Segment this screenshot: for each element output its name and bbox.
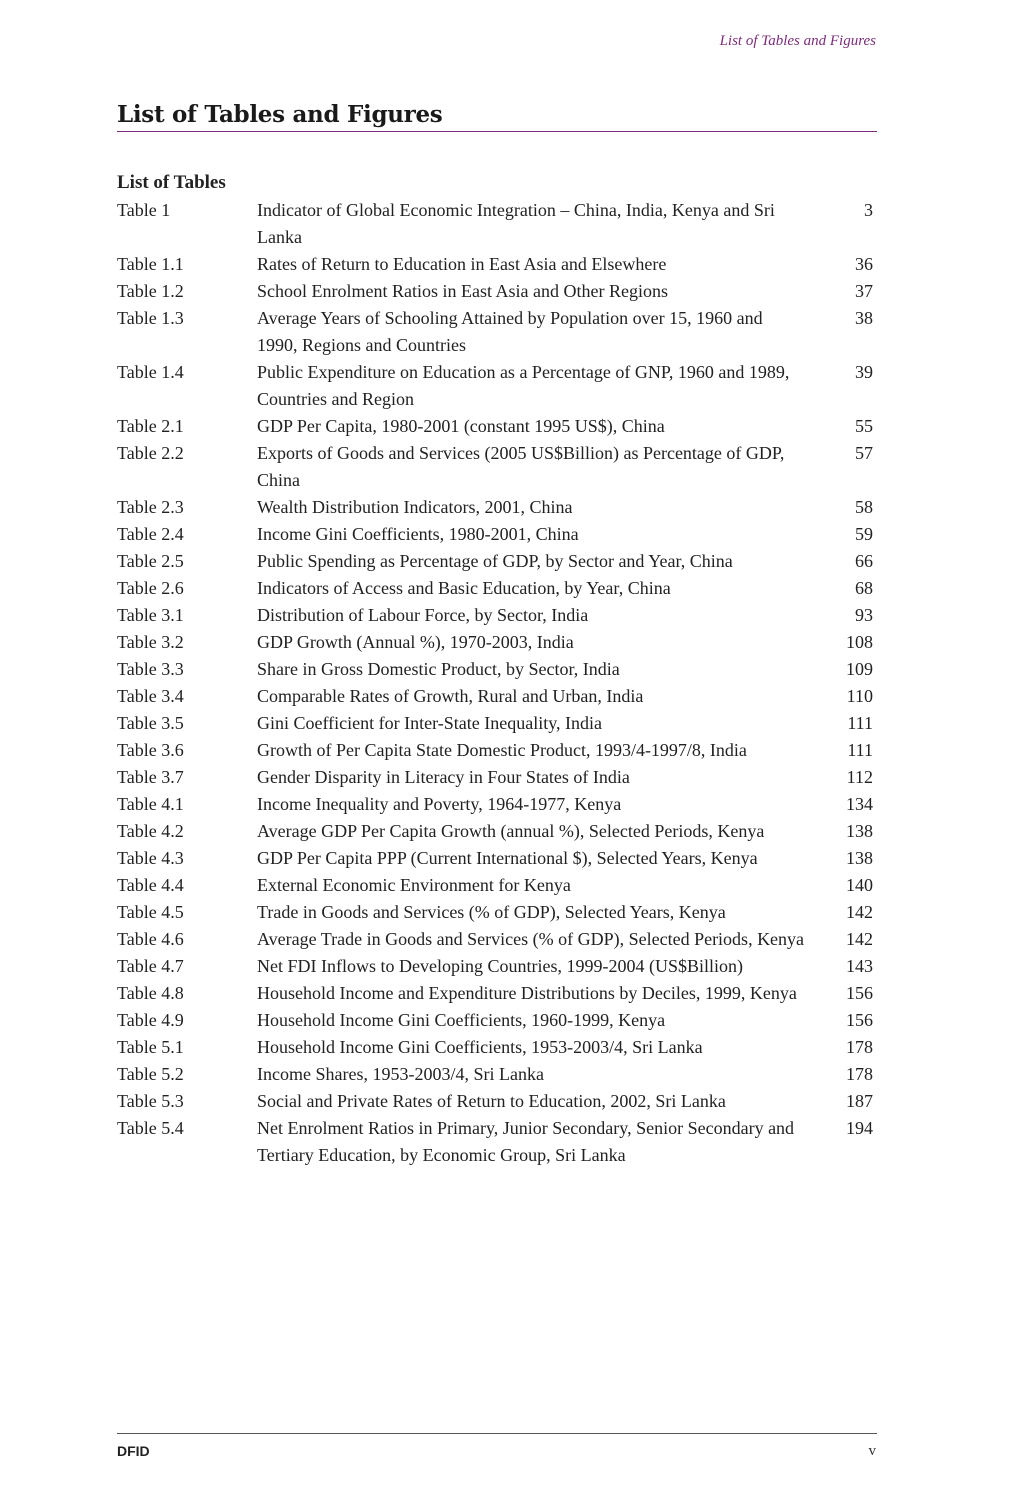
- toc-entry-label: Table 3.1: [117, 605, 184, 625]
- toc-entry-label: Table 1.4: [117, 362, 184, 382]
- toc-entry-title: Comparable Rates of Growth, Rural and Urban, India: [257, 686, 644, 706]
- toc-entry-title: Wealth Distribution Indicators, 2001, China: [257, 497, 573, 517]
- toc-entry-title: Average Trade in Goods and Services (% of GDP), Selected Periods, Kenya: [257, 929, 805, 949]
- toc-entry-title: Income Gini Coefficients, 1980-2001, China: [257, 524, 579, 544]
- toc-entry-page: 111: [847, 740, 873, 760]
- toc-entry[interactable]: [117, 845, 873, 872]
- toc-entry-title: GDP Growth (Annual %), 1970-2003, India: [257, 632, 574, 652]
- toc-entry-page: 156: [846, 1010, 873, 1030]
- toc-entry[interactable]: [117, 575, 873, 602]
- toc-entry-label: Table 4.3: [117, 848, 184, 868]
- toc-entry-title: Income Inequality and Poverty, 1964-1977, Kenya: [257, 794, 622, 814]
- toc-entry[interactable]: [117, 1007, 873, 1034]
- toc-entry-label: Table 5.2: [117, 1064, 184, 1084]
- toc-entry-page: 55: [855, 416, 873, 436]
- toc-entry[interactable]: [117, 359, 873, 413]
- toc-entry-page: 37: [855, 281, 873, 301]
- toc-entry-page: 110: [846, 686, 873, 706]
- toc-entry-title: Growth of Per Capita State Domestic Product, 1993/4-1997/8, India: [257, 740, 747, 760]
- toc-entry-label: Table 3.5: [117, 713, 184, 733]
- toc-entry[interactable]: [117, 764, 873, 791]
- toc-entry-label: Table 3.2: [117, 632, 184, 652]
- toc-entry-title: Household Income Gini Coefficients, 1953-2003/4, Sri Lanka: [257, 1037, 703, 1057]
- toc-entry-title: Public Spending as Percentage of GDP, by Sector and Year, China: [257, 551, 733, 571]
- toc-entry-label: Table 4.6: [117, 929, 184, 949]
- footer-publisher: DFID: [117, 1443, 150, 1459]
- page-title: List of Tables and Figures: [117, 101, 443, 128]
- footer-divider: [117, 1433, 877, 1434]
- toc-entry-page: 59: [855, 524, 873, 544]
- toc-entry[interactable]: [117, 818, 873, 845]
- toc-entry-label: Table 2.4: [117, 524, 184, 544]
- toc-entry-page: 36: [855, 254, 873, 274]
- toc-entry-page: 66: [855, 551, 873, 571]
- toc-entry-label: Table 4.4: [117, 875, 184, 895]
- toc-entry[interactable]: [117, 440, 873, 494]
- toc-entry-page: 134: [846, 794, 873, 814]
- toc-entry-label: Table 4.5: [117, 902, 184, 922]
- toc-entry-title: Net FDI Inflows to Developing Countries, 1999-2004 (US$Billion): [257, 956, 743, 976]
- toc-entry-page: 111: [847, 713, 873, 733]
- toc-entry-title: Gender Disparity in Literacy in Four States of India: [257, 767, 630, 787]
- toc-entry-title: Public Expenditure on Education as a Percentage of GNP, 1960 and 1989, Countries and Region: [257, 362, 790, 409]
- toc-entry-label: Table 4.2: [117, 821, 184, 841]
- toc-entry-title: External Economic Environment for Kenya: [257, 875, 571, 895]
- toc-entry-page: 3: [864, 200, 873, 220]
- toc-entry[interactable]: [117, 1061, 873, 1088]
- toc-entry-title: Average Years of Schooling Attained by Population over 15, 1960 and 1990, Regions and Countries: [257, 308, 763, 355]
- toc-entry-title: Average GDP Per Capita Growth (annual %), Selected Periods, Kenya: [257, 821, 765, 841]
- toc-entry-page: 143: [846, 956, 873, 976]
- toc-entry-page: 142: [846, 902, 873, 922]
- toc-entry-page: 38: [855, 308, 873, 328]
- toc-entry[interactable]: [117, 494, 873, 521]
- toc-entry[interactable]: [117, 602, 873, 629]
- toc-entry-title: Distribution of Labour Force, by Sector, India: [257, 605, 589, 625]
- toc-entry[interactable]: [117, 548, 873, 575]
- toc-entry-label: Table 4.9: [117, 1010, 184, 1030]
- toc-entry-label: Table 1.2: [117, 281, 184, 301]
- toc-entry[interactable]: [117, 305, 873, 359]
- toc-entry-label: Table 5.4: [117, 1118, 184, 1138]
- toc-entry[interactable]: [117, 872, 873, 899]
- toc-entry-page: 178: [846, 1064, 873, 1084]
- toc-entry-label: Table 3.6: [117, 740, 184, 760]
- running-header: List of Tables and Figures: [719, 33, 876, 49]
- toc-entry-page: 138: [846, 821, 873, 841]
- toc-entry-title: Household Income Gini Coefficients, 1960-1999, Kenya: [257, 1010, 666, 1030]
- toc-entry[interactable]: [117, 656, 873, 683]
- toc-entry-page: 156: [846, 983, 873, 1003]
- toc-entry-page: 109: [846, 659, 873, 679]
- toc-entry[interactable]: [117, 953, 873, 980]
- toc-entry-title: Indicator of Global Economic Integration – China, India, Kenya and Sri Lanka: [257, 200, 775, 247]
- toc-entry-page: 178: [846, 1037, 873, 1057]
- toc-entry[interactable]: [117, 791, 873, 818]
- toc-entry-title: Indicators of Access and Basic Education, by Year, China: [257, 578, 671, 598]
- toc-entry-page: 39: [855, 362, 873, 382]
- toc-entry-label: Table 5.1: [117, 1037, 184, 1057]
- toc-entry-label: Table 2.1: [117, 416, 184, 436]
- toc-entry-title: Net Enrolment Ratios in Primary, Junior Secondary, Senior Secondary and Tertiary Education, by Economic Group, Sri Lanka: [257, 1118, 795, 1165]
- toc-entry[interactable]: [117, 629, 873, 656]
- toc-entry-page: 68: [855, 578, 873, 598]
- toc-entry-page: 112: [846, 767, 873, 787]
- toc-entry-label: Table 2.6: [117, 578, 184, 598]
- toc-entry-label: Table 4.1: [117, 794, 184, 814]
- toc-entry-label: Table 1.3: [117, 308, 184, 328]
- toc-entry-title: Household Income and Expenditure Distributions by Deciles, 1999, Kenya: [257, 983, 797, 1003]
- toc-entry[interactable]: [117, 980, 873, 1007]
- toc-entry[interactable]: [117, 278, 873, 305]
- toc-entry-title: Rates of Return to Education in East Asia and Elsewhere: [257, 254, 667, 274]
- toc-entry[interactable]: [117, 899, 873, 926]
- toc-entry-title: School Enrolment Ratios in East Asia and Other Regions: [257, 281, 668, 301]
- toc-entry[interactable]: [117, 1034, 873, 1061]
- toc-entry-title: GDP Per Capita, 1980-2001 (constant 1995 US$), China: [257, 416, 665, 436]
- toc-entry[interactable]: [117, 737, 873, 764]
- toc-entry[interactable]: [117, 1115, 873, 1169]
- toc-entry-label: Table 1.1: [117, 254, 184, 274]
- toc-entry-label: Table 3.4: [117, 686, 184, 706]
- footer-page-number: v: [868, 1443, 876, 1459]
- toc-entry-page: 57: [855, 443, 873, 463]
- toc-entry[interactable]: [117, 197, 873, 251]
- title-divider: [117, 131, 877, 132]
- toc-entry-page: 58: [855, 497, 873, 517]
- section-heading-list-of-tables: List of Tables: [117, 172, 226, 193]
- toc-entry[interactable]: [117, 710, 873, 737]
- toc-entry-label: Table 3.7: [117, 767, 184, 787]
- toc-entry-title: Exports of Goods and Services (2005 US$Billion) as Percentage of GDP, China: [257, 443, 785, 490]
- toc-entry[interactable]: [117, 251, 873, 278]
- toc-entry-title: Share in Gross Domestic Product, by Sector, India: [257, 659, 620, 679]
- toc-entry-label: Table 2.5: [117, 551, 184, 571]
- toc-entry-title: Income Shares, 1953-2003/4, Sri Lanka: [257, 1064, 544, 1084]
- toc-entry-page: 194: [846, 1118, 873, 1138]
- table-of-tables-list: [117, 197, 873, 1169]
- toc-entry-label: Table 4.7: [117, 956, 184, 976]
- toc-entry-page: 108: [846, 632, 873, 652]
- toc-entry-label: Table 3.3: [117, 659, 184, 679]
- toc-entry-label: Table 1: [117, 200, 171, 220]
- toc-entry[interactable]: [117, 1088, 873, 1115]
- toc-entry-page: 140: [846, 875, 873, 895]
- toc-entry-page: 93: [855, 605, 873, 625]
- toc-entry-title: GDP Per Capita PPP (Current International $), Selected Years, Kenya: [257, 848, 758, 868]
- toc-entry-page: 138: [846, 848, 873, 868]
- toc-entry-title: Trade in Goods and Services (% of GDP), Selected Years, Kenya: [257, 902, 726, 922]
- toc-entry[interactable]: [117, 521, 873, 548]
- toc-entry[interactable]: [117, 926, 873, 953]
- toc-entry[interactable]: [117, 683, 873, 710]
- toc-entry-title: Social and Private Rates of Return to Education, 2002, Sri Lanka: [257, 1091, 726, 1111]
- toc-entry-page: 142: [846, 929, 873, 949]
- toc-entry-title: Gini Coefficient for Inter-State Inequality, India: [257, 713, 603, 733]
- toc-entry-label: Table 2.3: [117, 497, 184, 517]
- toc-entry[interactable]: [117, 413, 873, 440]
- toc-entry-label: Table 5.3: [117, 1091, 184, 1111]
- toc-entry-label: Table 2.2: [117, 443, 184, 463]
- toc-entry-label: Table 4.8: [117, 983, 184, 1003]
- toc-entry-page: 187: [846, 1091, 873, 1111]
